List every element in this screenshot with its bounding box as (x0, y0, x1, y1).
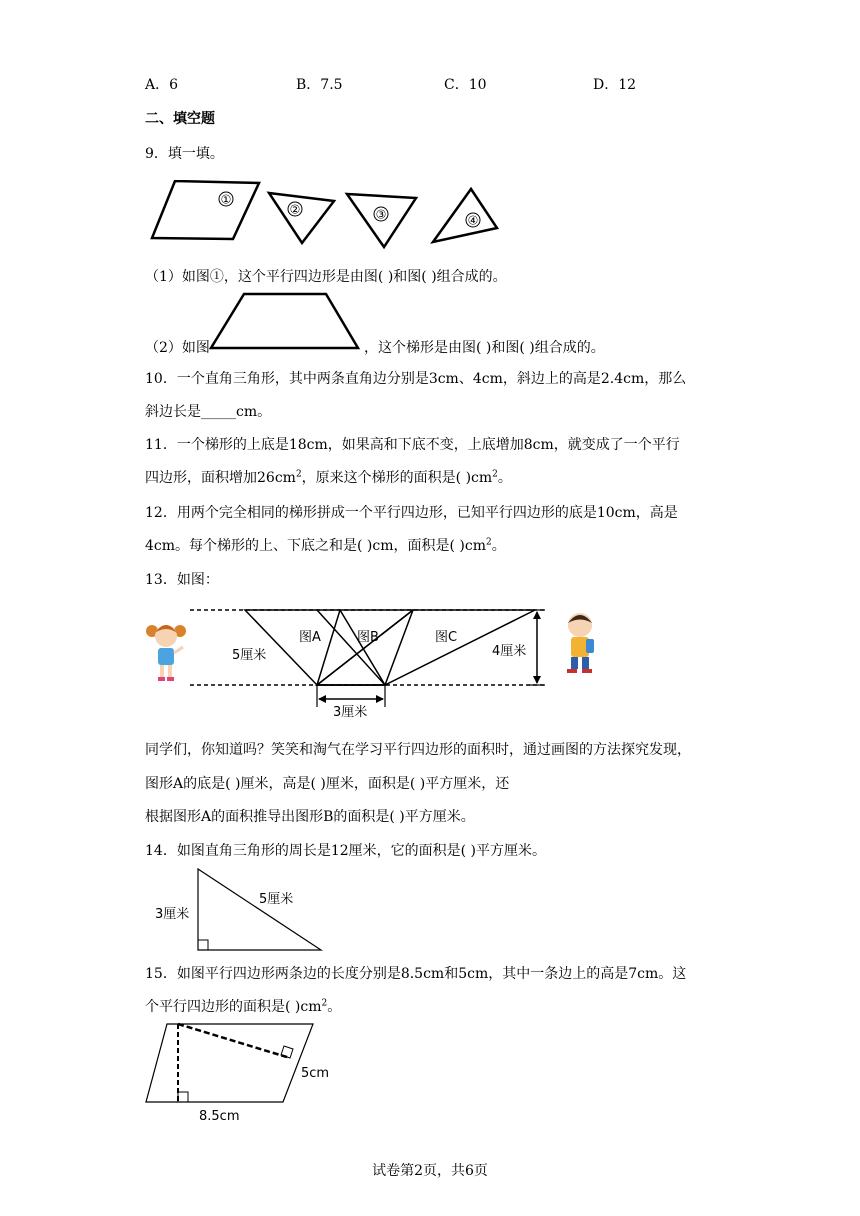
trapezoid (211, 294, 358, 348)
shape-4-triangle (433, 189, 497, 242)
q12-line1: 12．用两个完全相同的梯形拼成一个平行四边形，已知平行四边形的底是10cm，高是 (145, 505, 678, 521)
trapezoid-figure (208, 290, 362, 352)
q15-parallelogram-figure (143, 1018, 353, 1128)
q11-line1: 11．一个梯形的上底是18cm，如果高和下底不变，上底增加8cm，就变成了一个平行 (145, 437, 680, 453)
q14-label-hyp: 5厘米 (259, 892, 294, 907)
option-c: C．10 (444, 77, 487, 93)
fig-label-b: 图B (357, 630, 379, 645)
fig-label-c: 图C (435, 630, 458, 645)
shape-label-2: ② (289, 202, 301, 217)
q13-line1: 同学们，你知道吗？笑笑和淘气在学习平行四边形的面积时，通过画图的方法探究发现， (145, 742, 691, 758)
q15-line2: 个平行四边形的面积是( )$cm^2$。 (145, 998, 342, 1015)
q14-triangle-figure (145, 866, 335, 956)
fig-label-left: 5厘米 (232, 648, 267, 663)
q13-line3: 根据图形A的面积推导出图形B的面积是( )平方厘米。 (145, 809, 475, 825)
q9-shapes-figure (145, 180, 515, 250)
girl-cartoon-icon (146, 625, 186, 681)
q11-line2: 四边形，面积增加$26cm^2$，原来这个梯形的面积是( )$cm^2$。 (145, 469, 512, 486)
q9-line1: （1）如图①，这个平行四边形是由图( )和图( )组合成的。 (145, 269, 507, 285)
q13-figure (145, 603, 610, 721)
right-triangle (198, 869, 321, 950)
option-b: B．7.5 (296, 77, 343, 93)
fig-label-a: 图A (299, 630, 321, 645)
option-a: A．6 (145, 77, 179, 93)
shape-label-4: ④ (467, 213, 479, 228)
shape-1-parallelogram (152, 181, 259, 239)
shape-label-1: ① (220, 192, 232, 207)
q15-label-base: 8.5cm (199, 1109, 240, 1124)
q14-text: 14．如图直角三角形的周长是12厘米，它的面积是( )平方厘米。 (145, 843, 547, 859)
q12-line2: 4cm。每个梯形的上、下底之和是( )cm，面积是( )$cm^2$。 (145, 537, 506, 554)
shape-2-triangle (269, 193, 334, 243)
q9-line2-suffix: ，这个梯形是由图( )和图( )组合成的。 (364, 340, 605, 356)
parallelogram (146, 1024, 313, 1102)
q10-line2: 斜边长是_____cm。 (145, 404, 272, 420)
shape-label-3: ③ (375, 207, 387, 222)
q9-title: 9．填一填。 (145, 146, 224, 162)
q15-label-side: 5cm (301, 1066, 330, 1081)
q9-line2-prefix: （2）如图 (145, 340, 210, 356)
q13-title: 13．如图： (145, 572, 219, 588)
fig-label-bottom: 3厘米 (333, 705, 368, 720)
q14-label-side: 3厘米 (155, 907, 190, 922)
page-footer: 试卷第2页，共6页 (372, 1163, 488, 1179)
option-d: D．12 (593, 77, 637, 93)
section-title: 二、填空题 (145, 111, 215, 127)
q10-line1: 10．一个直角三角形，其中两条直角边分别是3cm、4cm，斜边上的高是2.4cm，那么 (145, 371, 687, 387)
fig-label-right: 4厘米 (492, 644, 527, 659)
q15-line1: 15．如图平行四边形两条边的长度分别是8.5cm和5cm，其中一条边上的高是7cm。这 (145, 966, 687, 982)
q13-line2: 图形A的底是( )厘米，高是( )厘米，面积是( )平方厘米，还 (145, 776, 510, 792)
boy-cartoon-icon (567, 613, 594, 673)
